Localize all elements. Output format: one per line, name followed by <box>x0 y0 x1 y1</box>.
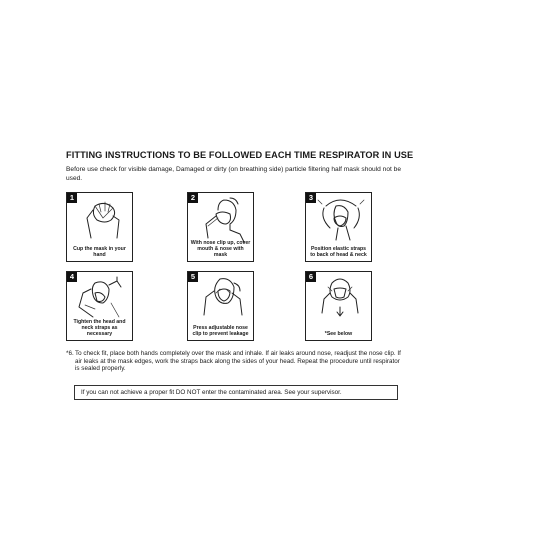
step-4-caption: Tighten the head and neck straps as necessary <box>73 319 126 337</box>
step-4-number: 4 <box>67 272 77 282</box>
step-4-panel <box>66 271 133 341</box>
step-3-caption: Position elastic straps to back of head & neck <box>310 246 367 258</box>
step-2-caption: With nose clip up, cover mouth & nose with mask <box>190 240 251 258</box>
step-3-number: 3 <box>306 193 316 203</box>
step-1-panel <box>66 192 133 262</box>
step-1-caption: Cup the mask in your hand <box>73 246 126 258</box>
step-5-caption: Press adjustable nose clip to prevent leakage <box>192 325 249 337</box>
step-3-panel <box>305 192 372 262</box>
step-5-number: 5 <box>188 272 198 282</box>
note-label: *6. <box>66 350 74 357</box>
document-title: FITTING INSTRUCTIONS TO BE FOLLOWED EACH TIME RESPIRATOR IN USE <box>66 150 414 160</box>
step-2-panel <box>187 192 254 262</box>
straps-over-head-icon <box>312 196 367 242</box>
tightening-straps-icon <box>73 275 128 321</box>
step-5-panel <box>187 271 254 341</box>
warning-box: If you can not achieve a proper fit DO NOT enter the contaminated area. See your supervisor. <box>74 385 398 400</box>
step-6-caption: *See below <box>324 331 353 337</box>
pressing-nose-clip-icon <box>194 275 249 321</box>
step-2-number: 2 <box>188 193 198 203</box>
intro-text: Before use check for visible damage, Damaged or dirty (on breathing side) particle filtering half mask should not be used. <box>66 166 401 182</box>
fit-check-hands-icon <box>312 275 367 321</box>
step-6-number: 6 <box>306 272 316 282</box>
step-1-number: 1 <box>67 193 77 203</box>
note-text: To check fit, place both hands completely over the mask and inhale. If air leaks around nose, readjust the nose clip. If air leaks at the mask edges, work the straps back along the sides of your head. Repeat the procedure until respirator is sealed properly. <box>75 350 401 373</box>
person-placing-mask-icon <box>194 196 249 242</box>
step-6-panel <box>305 271 372 341</box>
hand-holding-mask-icon <box>73 196 128 242</box>
